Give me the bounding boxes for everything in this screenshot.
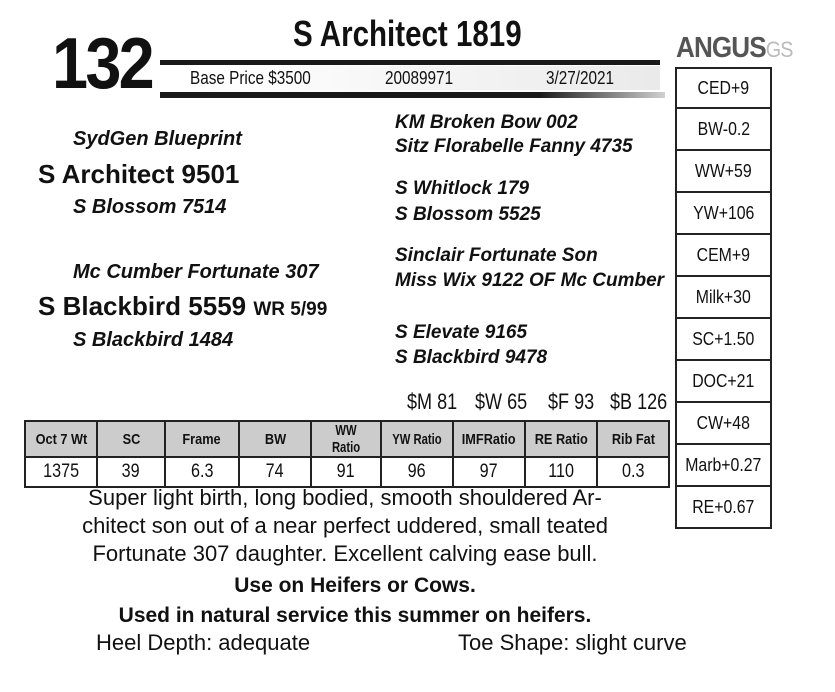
epd-cw: CW+48 [675, 403, 772, 445]
registration-number: 20089971 [385, 68, 454, 88]
epd-doc: DOC+21 [675, 361, 772, 403]
perf-header: Frame [165, 421, 239, 457]
epd-column [675, 67, 772, 529]
ped-right-4: S Blossom 5525 [395, 204, 541, 225]
epd-yw: YW+106 [675, 193, 772, 235]
index-w: $W 65 [475, 389, 528, 414]
dam-sire: Mc Cumber Fortunate 307 [73, 261, 319, 283]
ped-right-5: Sinclair Fortunate Son [395, 245, 598, 266]
perf-header: WW Ratio [311, 421, 381, 457]
description-line-2: chitect son out of a near perfect uddered, small teated [82, 513, 608, 538]
perf-header: SC [97, 421, 165, 457]
perf-header: YW Ratio [381, 421, 453, 457]
perf-header: Rib Fat [597, 421, 669, 457]
info-rule [160, 92, 665, 98]
epd-milk: Milk+30 [675, 277, 772, 319]
perf-header: BW [239, 421, 311, 457]
perf-value: 74 [239, 457, 311, 487]
ped-right-6: Miss Wix 9122 OF Mc Cumber [395, 270, 665, 291]
epd-marb: Marb+0.27 [675, 445, 772, 487]
index-m: $M 81 [407, 389, 458, 414]
epd-sc: SC+1.50 [675, 319, 772, 361]
breed-logo [676, 34, 793, 63]
animal-title: S Architect 1819 [293, 13, 522, 54]
perf-header: IMFRatio [453, 421, 525, 457]
breed-logo-suffix: GS [765, 37, 793, 62]
dam-note: WR 5/99 [253, 299, 328, 320]
index-f: $F 93 [548, 389, 595, 414]
usage-note: Use on Heifers or Cows. [234, 574, 476, 597]
ped-right-7: S Elevate 9165 [395, 322, 528, 343]
birth-date: 3/27/2021 [546, 68, 615, 88]
sire-dam: S Blossom 7514 [73, 196, 227, 218]
perf-value: 39 [97, 457, 165, 487]
perf-value: 0.3 [597, 457, 669, 487]
perf-value: 1375 [25, 457, 97, 487]
sire: S Architect 9501 [38, 159, 240, 189]
perf-header: Oct 7 Wt [25, 421, 97, 457]
service-note: Used in natural service this summer on heifers. [118, 604, 592, 627]
dam: S Blackbird 5559 WR 5/99 [38, 291, 328, 321]
ped-right-2: Sitz Florabelle Fanny 4735 [395, 136, 633, 157]
breed-logo-main: ANGUS [676, 32, 766, 64]
heel-depth: Heel Depth: adequate [96, 630, 311, 655]
ped-right-3: S Whitlock 179 [395, 178, 530, 199]
dam-dam: S Blackbird 1484 [73, 329, 234, 351]
performance-header-row [25, 421, 669, 457]
title-rule [160, 60, 660, 65]
description-line-3: Fortunate 307 daughter. Excellent calving ease bull. [92, 541, 598, 566]
epd-bw: BW-0.2 [675, 109, 772, 151]
toe-shape: Toe Shape: slight curve [458, 630, 687, 655]
perf-value: 97 [453, 457, 525, 487]
lot-number: 132 [52, 24, 153, 104]
ped-right-8: S Blackbird 9478 [395, 347, 548, 368]
performance-value-row [25, 457, 669, 487]
epd-ced: CED+9 [675, 67, 772, 109]
perf-value: 91 [311, 457, 381, 487]
ped-right-1: KM Broken Bow 002 [395, 112, 578, 133]
perf-value: 6.3 [165, 457, 239, 487]
perf-value: 96 [381, 457, 453, 487]
perf-value: 110 [525, 457, 597, 487]
performance-table [24, 420, 670, 488]
epd-ww: WW+59 [675, 151, 772, 193]
epd-re: RE+0.67 [675, 487, 772, 529]
perf-header: RE Ratio [525, 421, 597, 457]
description-line-1: Super light birth, long bodied, smooth shouldered Ar- [88, 485, 602, 510]
epd-cem: CEM+9 [675, 235, 772, 277]
base-price: Base Price $3500 [190, 68, 311, 88]
sire-sire: SydGen Blueprint [73, 128, 242, 150]
index-b: $B 126 [610, 389, 668, 414]
